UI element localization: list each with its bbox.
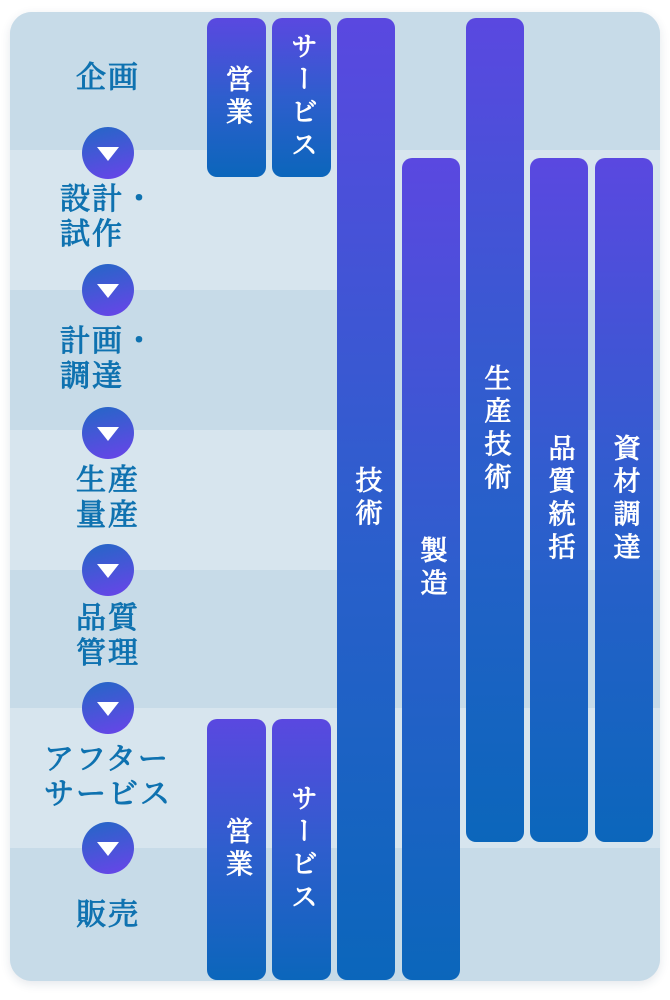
stage-line: サービス — [44, 778, 172, 811]
chevron-down-icon — [82, 264, 134, 316]
department-bar-label: 営業 — [222, 816, 252, 883]
department-bar-label: サービス — [287, 783, 317, 916]
stage-line: 品質 — [76, 602, 140, 635]
diagram-card — [10, 12, 660, 981]
department-bar-label: 資材調達 — [609, 434, 640, 566]
down-triangle — [97, 427, 119, 441]
stage-line: 計画・ — [60, 325, 156, 358]
department-bar-label: 営業 — [222, 64, 252, 131]
stage-label-seisan-ryosan — [76, 463, 140, 533]
department-bar-service-bottom — [272, 719, 331, 980]
stage-label-hanbai — [76, 898, 140, 933]
department-bar-materials-procurement — [595, 158, 653, 842]
stage-line: 生産 — [76, 464, 140, 497]
down-triangle — [97, 147, 119, 161]
department-bar-production-engineering — [466, 18, 524, 842]
department-bar-label: 技術 — [351, 466, 382, 532]
department-bar-sales-bottom — [207, 719, 266, 980]
department-bar-engineering — [337, 18, 395, 980]
department-bar-label: 製造 — [416, 536, 447, 602]
department-bar-quality-supervision — [530, 158, 588, 842]
chevron-down-icon — [82, 407, 134, 459]
stage-line: 販売 — [76, 898, 140, 932]
stage-line: 試作 — [60, 218, 124, 251]
chevron-down-icon — [82, 822, 134, 874]
stage-label-kikaku — [76, 61, 140, 96]
department-bar-manufacturing — [402, 158, 460, 980]
department-bar-sales-top — [207, 18, 266, 177]
stage-label-keikaku-chotatsu — [60, 324, 156, 394]
stage-label-after-service — [44, 742, 172, 812]
stage-label-sekkei-shisaku — [60, 182, 156, 252]
department-bar-label: 品質統括 — [544, 434, 575, 566]
down-triangle — [97, 284, 119, 298]
stage-line: 管理 — [76, 637, 140, 670]
stage-line: 企画 — [76, 61, 140, 95]
down-triangle — [97, 702, 119, 716]
chevron-down-icon — [82, 544, 134, 596]
chevron-down-icon — [82, 127, 134, 179]
stage-label-hinshitsu-kanri — [76, 601, 140, 671]
chevron-down-icon — [82, 682, 134, 734]
stage-line: 設計・ — [60, 183, 156, 216]
down-triangle — [97, 842, 119, 856]
stage-line: 調達 — [60, 360, 124, 393]
stage-line: 量産 — [76, 499, 140, 532]
department-bar-service-top — [272, 18, 331, 177]
down-triangle — [97, 564, 119, 578]
department-bar-label: サービス — [287, 31, 317, 164]
department-bar-label: 生産技術 — [480, 364, 511, 496]
stage-line: アフター — [44, 743, 170, 776]
